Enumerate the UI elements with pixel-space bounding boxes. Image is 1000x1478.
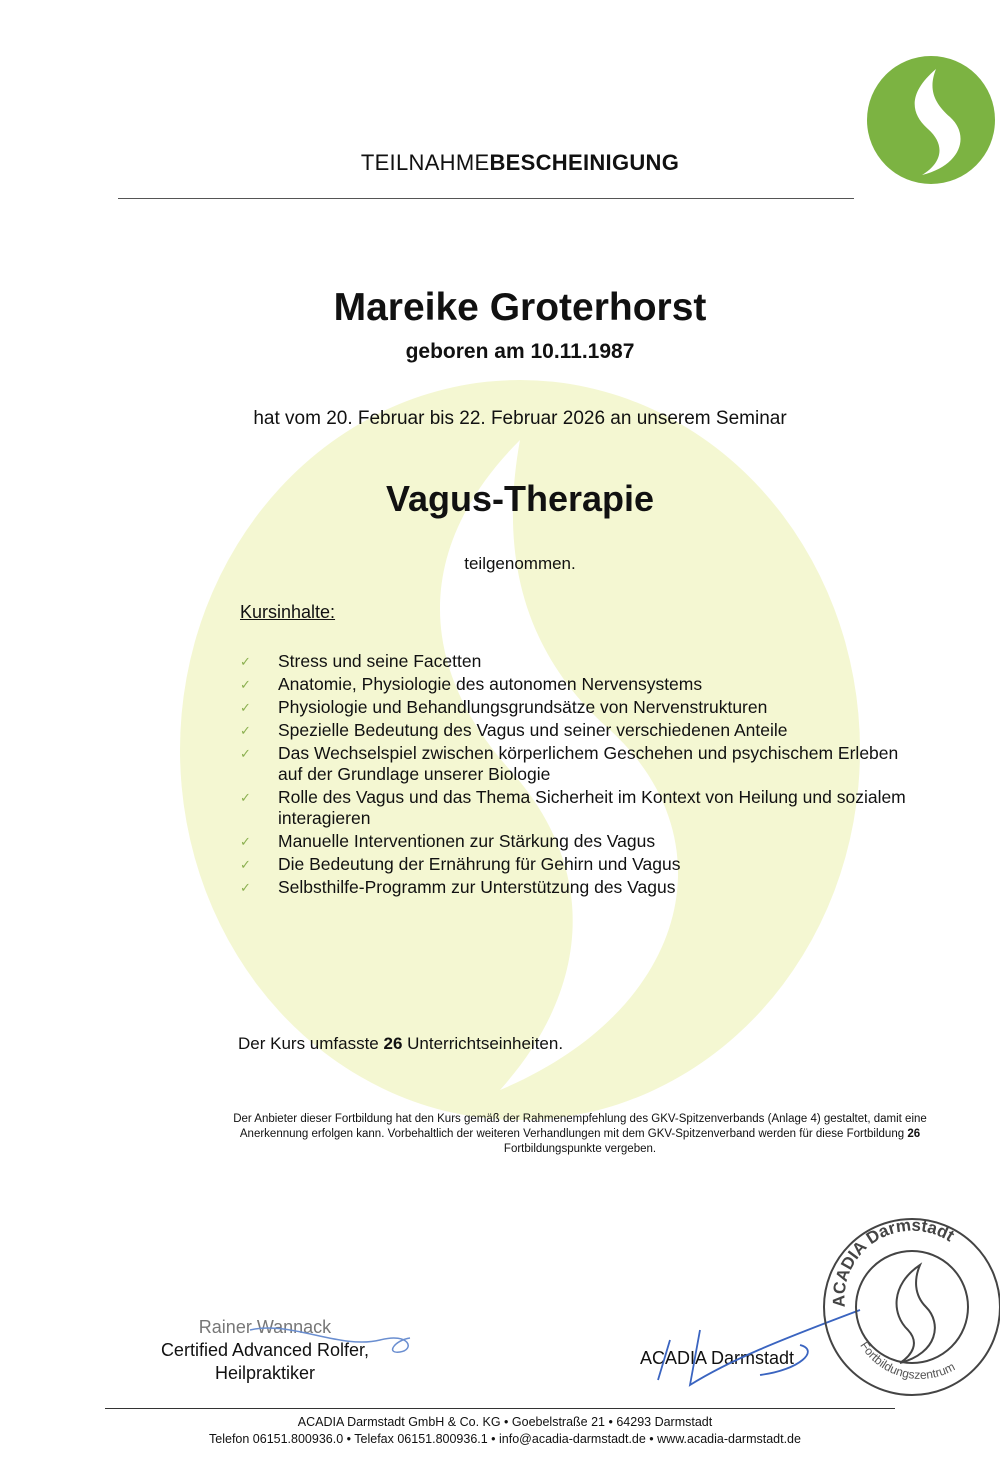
divider (118, 198, 854, 199)
footer-contact: Telefon 06151.800936.0 • Telefax 06151.800936.1 • info@acadia-darmstadt.de • www.acadia-darmstadt.de (209, 1432, 801, 1446)
checkmark-icon: ✓ (240, 677, 251, 692)
footer-address: ACADIA Darmstadt GmbH & Co. KG • Goebelstraße 21 • 64293 Darmstadt (297, 1415, 713, 1429)
signer-title-2: Heilpraktiker (214, 1363, 316, 1383)
course-hours: Der Kurs umfasste 26 Unterrichtseinheiten. (238, 1034, 564, 1053)
list-item: ✓ Rolle des Vagus und das Thema Sicherheit im Kontext von Heilung und sozialem interagieren (240, 787, 906, 828)
list-item: ✓ Die Bedeutung der Ernährung für Gehirn und Vagus (240, 854, 681, 874)
list-item: ✓ Stress und seine Facetten (240, 651, 482, 671)
participation-text: teilgenommen. (464, 554, 576, 573)
list-item: ✓ Physiologie und Behandlungsgrundsätze von Nervenstrukturen (240, 697, 768, 717)
list-item: ✓ Spezielle Bedeutung des Vagus und seiner verschiedenen Anteile (240, 720, 788, 740)
signer-title: Certified Advanced Rolfer, (160, 1340, 370, 1360)
list-item: ✓ Das Wechselspiel zwischen körperlichem Geschehen und psychischem Erleben auf der Grundlage unserer Biologie (240, 743, 899, 784)
footer (100, 1414, 910, 1448)
checkmark-icon: ✓ (240, 723, 251, 738)
document-title: TEILNAHMEBESCHEINIGUNG (360, 150, 680, 175)
footer-divider (105, 1408, 895, 1409)
handwritten-signature-left (220, 1310, 430, 1360)
checkmark-icon: ✓ (240, 857, 251, 872)
checkmark-icon: ✓ (240, 746, 251, 761)
list-item: ✓ Selbsthilfe-Programm zur Unterstützung des Vagus (240, 877, 676, 897)
acadia-stamp (820, 1215, 1000, 1400)
checkmark-icon: ✓ (240, 834, 251, 849)
list-item: ✓ Manuelle Interventionen zur Stärkung des Vagus (240, 831, 656, 851)
checkmark-icon: ✓ (240, 654, 251, 669)
svg-text:ACADIA Darmstadt: ACADIA Darmstadt (829, 1215, 958, 1308)
contents-heading: Kursinhalte: (240, 602, 336, 622)
checkmark-icon: ✓ (240, 700, 251, 715)
course-contents-list (240, 651, 920, 900)
participant-name: Mareike Groterhorst (333, 286, 707, 329)
seminar-dates: hat vom 20. Februar bis 22. Februar 2026 an unserem Seminar (253, 408, 787, 429)
course-title: Vagus-Therapie (385, 478, 655, 519)
gkv-note: Der Anbieter dieser Fortbildung hat den Kurs gemäß der Rahmenempfehlung des GKV-Spitzenverbands (Anlage 4) gestaltet, damit eine Anerkennung erfolgen kann. Vorbehaltlich der weiteren Verhandlungen mit dem GKV-Spitzenverband werden für diese Fortbildung 26 Fortbildungspunkte vergeben. (233, 1113, 927, 1155)
signer-name: Rainer Wannack (198, 1317, 332, 1337)
signature-right-org: ACADIA Darmstadt (640, 1348, 795, 1368)
svg-text:Fortbildungszentrum: Fortbildungszentrum (857, 1338, 958, 1383)
list-item: ✓ Anatomie, Physiologie des autonomen Nervensystems (240, 674, 703, 694)
checkmark-icon: ✓ (240, 880, 251, 895)
checkmark-icon: ✓ (240, 790, 251, 805)
birth-date: geboren am 10.11.1987 (405, 340, 635, 363)
